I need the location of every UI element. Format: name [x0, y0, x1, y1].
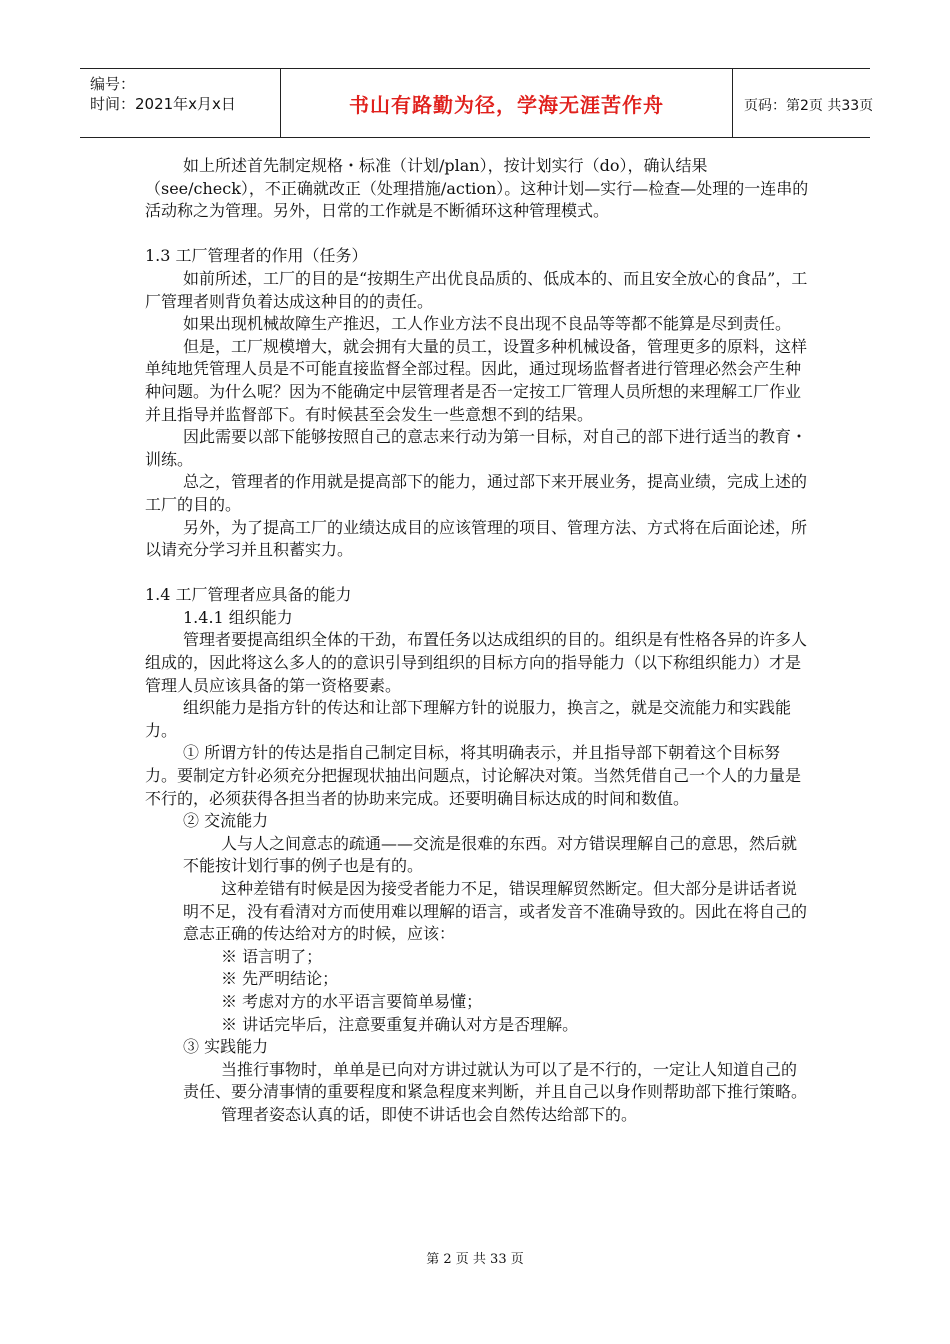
paragraph: 但是，工厂规模增大，就会拥有大量的员工，设置多种机械设备，管理更多的原料，这样单纯地凭管理人员是不可能直接监督全部过程。因此，通过现场监督者进行管理必然会产生种种问题。为什么呢？因为不能确定中层管理者是否一定按工厂管理人员所想的来理解工厂作业并且指导并监督部下。有时候甚至会发生一些意想不到的结果。	[145, 336, 808, 424]
paragraph: 如上所述首先制定规格・标准（计划/plan），按计划实行（do），确认结果（see/check），不正确就改正（处理措施/action）。这种计划—实行—检查—处理的一连串的活动称之为管理。另外，日常的工作就是不断循环这种管理模式。	[145, 156, 809, 221]
paragraph: ③ 实践能力	[183, 1037, 269, 1057]
header-table	[80, 68, 874, 138]
paragraph: ※ 先严明结论；	[221, 969, 339, 989]
paragraph: 因此需要以部下能够按照自己的意志来行动为第一目标，对自己的部下进行适当的教育・训练。	[145, 427, 808, 469]
number-label: 编号：	[90, 75, 136, 93]
date-label: 时间：2021年x月x日	[90, 95, 236, 113]
paragraph: 如果出现机械故障生产推迟，工人作业方法不良出现不良品等等都不能算是尽到责任。	[183, 314, 792, 334]
paragraph: ② 交流能力	[183, 811, 269, 831]
page-footer: 第 2 页 共 33 页	[426, 1252, 524, 1267]
paragraph: 管理者姿态认真的话，即使不讲话也会自然传达给部下的。	[221, 1104, 638, 1124]
paragraph: 如前所述，工厂的目的是“按期生产出优良品质的、低成本的、而且安全放心的食品”，工厂管理者则背负着达成这种目的的责任。	[145, 268, 808, 311]
paragraph: ※ 讲话完毕后，注意要重复并确认对方是否理解。	[221, 1014, 579, 1034]
paragraph-spacer	[145, 562, 810, 585]
paragraph: 另外，为了提高工厂的业绩达成目的应该管理的项目、管理方法、方式将在后面论述，所以请充分学习并且积蓄实力。	[145, 517, 808, 560]
paragraph: 这种差错有时候是因为接受者能力不足，错误理解贸然断定。但大部分是讲话者说明不足，没有看清对方而使用难以理解的语言，或者发音不准确导致的。因此在将自己的意志正确的传达给对方的时候，应该：	[183, 879, 808, 944]
paragraph: ※ 考虑对方的水平语言要简单易懂；	[221, 991, 483, 1011]
header-meta	[80, 69, 280, 137]
document-body	[145, 155, 810, 1127]
paragraph: 总之，管理者的作用就是提高部下的能力，通过部下来开展业务，提高业绩，完成上述的工厂的目的。	[145, 472, 808, 514]
paragraph-spacer	[145, 223, 810, 246]
paragraph: 管理者要提高组织全体的干劲，布置任务以达成组织的目的。组织是有性格各异的许多人组成的，因此将这么多人的的意识引导到组织的目标方向的指导能力（以下称组织能力）才是管理人员应该具备的第一资格要素。	[145, 630, 808, 695]
header-motto: 书山有路勤为径，学海无涯苦作舟	[349, 92, 664, 117]
paragraph: ※ 语言明了；	[221, 946, 323, 966]
paragraph: 组织能力是指方针的传达和让部下理解方针的说服力，换言之，就是交流能力和实践能力。	[145, 698, 792, 740]
paragraph: 当推行事物时，单单是已向对方讲过就认为可以了是不行的，一定让人知道自己的责任、要分清事情的重要程度和紧急程度来判断，并且自己以身作则帮助部下推行策略。	[183, 1059, 808, 1102]
paragraph: 1.3 工厂管理者的作用（任务）	[145, 246, 368, 266]
paragraph: ① 所谓方针的传达是指自己制定目标，将其明确表示，并且指导部下朝着这个目标努力。要制定方针必须充分把握现状抽出问题点，讨论解决对策。当然凭借自己一个人的力量是不行的，必须获得各担当者的协助来完成。还要明确目标达成的时间和数值。	[145, 743, 802, 808]
paragraph: 1.4.1 组织能力	[183, 607, 293, 627]
paragraph: 人与人之间意志的疏通——交流是很难的东西。对方错误理解自己的意思，然后就不能按计划行事的例子也是有的。	[183, 833, 798, 876]
paragraph: 1.4 工厂管理者应具备的能力	[145, 585, 352, 605]
header-divider	[732, 69, 733, 137]
header-page-info: 页码：第2页 共33页	[744, 98, 874, 114]
